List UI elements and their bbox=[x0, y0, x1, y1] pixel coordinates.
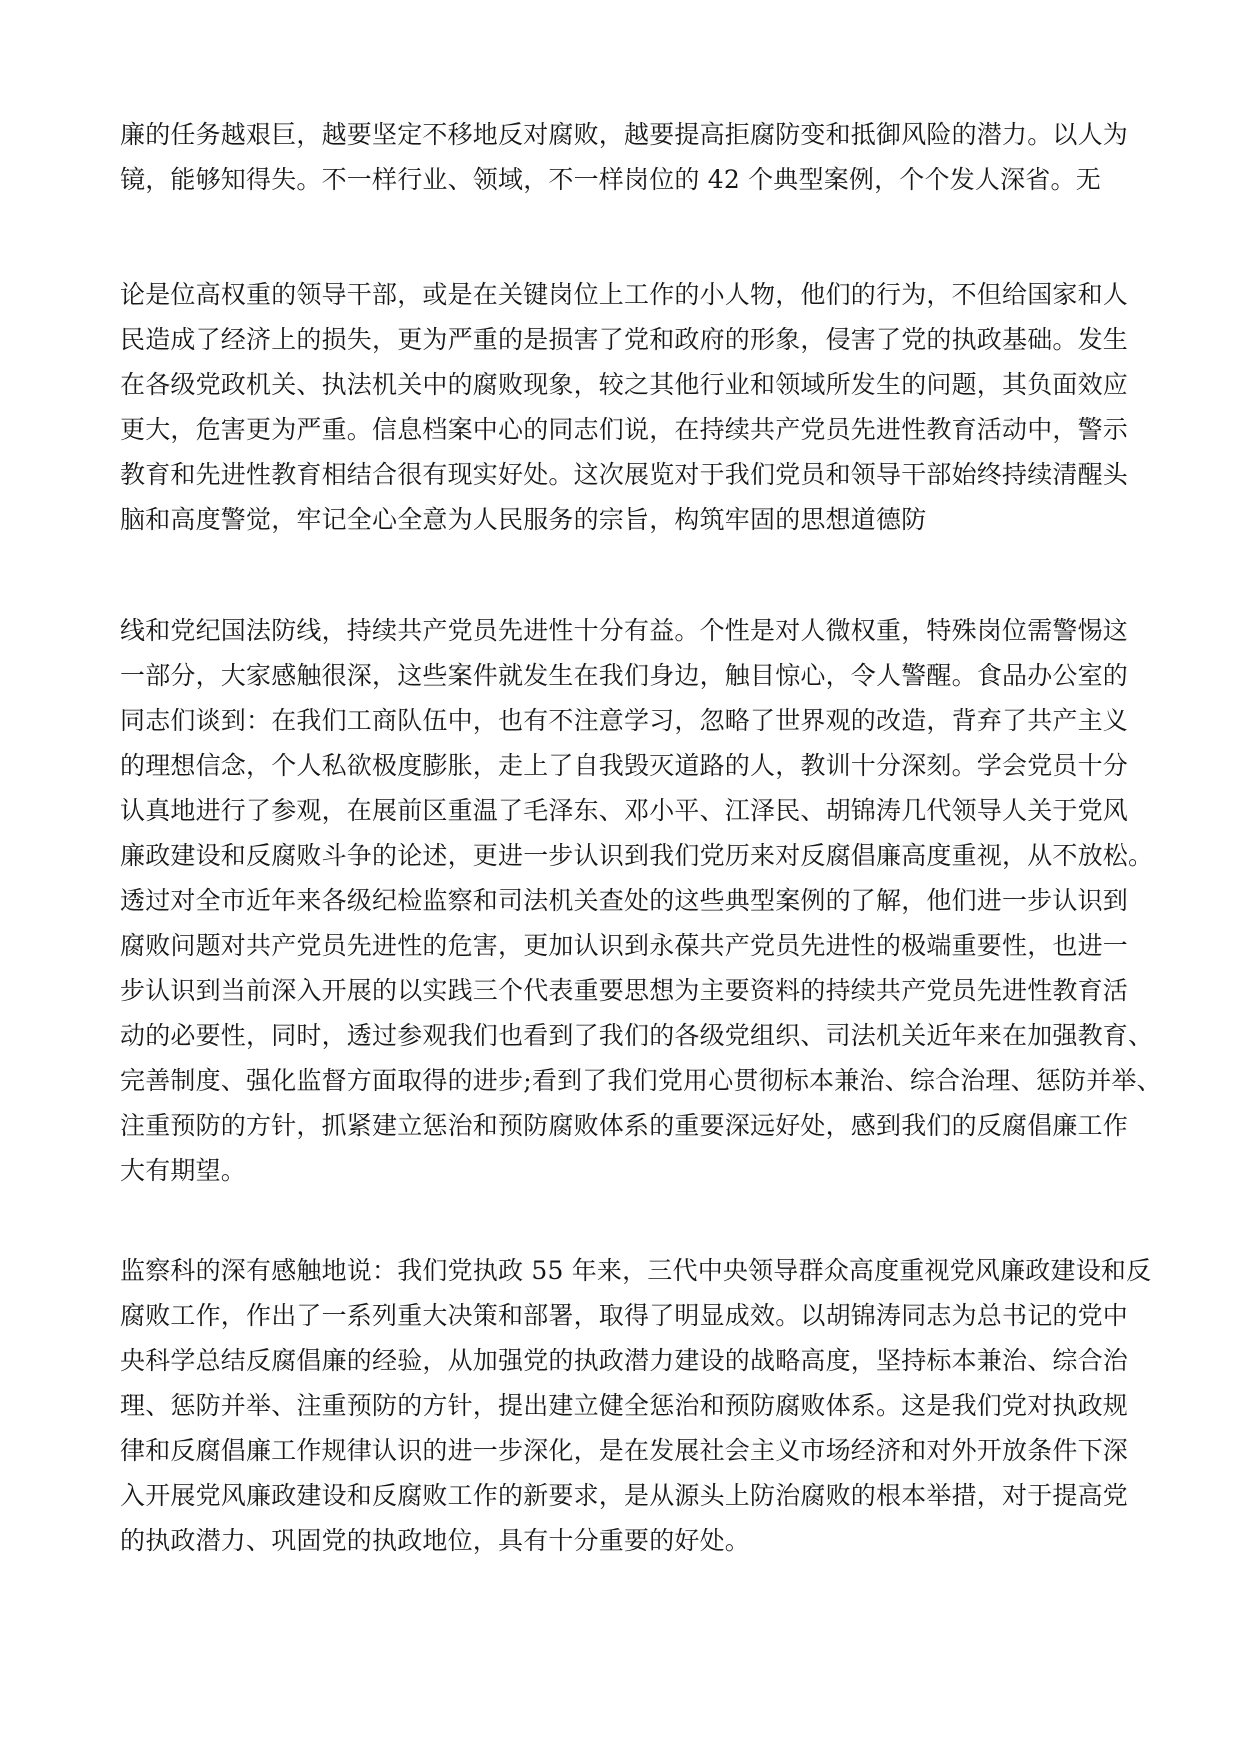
text-line: 同志们谈到：在我们工商队伍中，也有不注意学习，忽略了世界观的改造，背弃了共产主义 bbox=[120, 706, 1129, 735]
text-line: 镜，能够知得失。不一样行业、领域，不一样岗位的 42 个典型案例，个个发人深省。无 bbox=[120, 165, 1101, 194]
text-line: 的理想信念，个人私欲极度膨胀，走上了自我毁灭道路的人，教训十分深刻。学会党员十分 bbox=[120, 751, 1129, 780]
text-line: 更大，危害更为严重。信息档案中心的同志们说，在持续共产党员先进性教育活动中，警示 bbox=[120, 415, 1129, 444]
text-line: 线和党纪国法防线，持续共产党员先进性十分有益。个性是对人微权重，特殊岗位需警惕这 bbox=[120, 616, 1129, 645]
text-line: 廉的任务越艰巨，越要坚定不移地反对腐败，越要提高拒腐防变和抵御风险的潜力。以人为 bbox=[120, 120, 1129, 149]
text-line: 监察科的深有感触地说：我们党执政 55 年来，三代中央领导群众高度重视党风廉政建设和反 bbox=[120, 1256, 1152, 1285]
text-line: 央科学总结反腐倡廉的经验，从加强党的执政潜力建设的战略高度，坚持标本兼治、综合治 bbox=[120, 1346, 1129, 1375]
text-line: 步认识到当前深入开展的以实践三个代表重要思想为主要资料的持续共产党员先进性教育活 bbox=[120, 976, 1129, 1005]
text-line: 腐败工作，作出了一系列重大决策和部署，取得了明显成效。以胡锦涛同志为总书记的党中 bbox=[120, 1301, 1129, 1330]
text-line: 在各级党政机关、执法机关中的腐败现象，较之其他行业和领域所发生的问题，其负面效应 bbox=[120, 370, 1129, 399]
text-line: 大有期望。 bbox=[120, 1156, 247, 1185]
text-line: 认真地进行了参观，在展前区重温了毛泽东、邓小平、江泽民、胡锦涛几代领导人关于党风 bbox=[120, 796, 1129, 825]
text-line: 廉政建设和反腐败斗争的论述，更进一步认识到我们党历来对反腐倡廉高度重视，从不放松。 bbox=[120, 841, 1154, 870]
text-line: 动的必要性，同时，透过参观我们也看到了我们的各级党组织、司法机关近年来在加强教育、 bbox=[120, 1021, 1154, 1050]
text-line: 注重预防的方针，抓紧建立惩治和预防腐败体系的重要深远好处，感到我们的反腐倡廉工作 bbox=[120, 1111, 1129, 1140]
text-line: 入开展党风廉政建设和反腐败工作的新要求，是从源头上防治腐败的根本举措，对于提高党 bbox=[120, 1481, 1129, 1510]
text-line: 律和反腐倡廉工作规律认识的进一步深化，是在发展社会主义市场经济和对外开放条件下深 bbox=[120, 1436, 1129, 1465]
text-line: 的执政潜力、巩固党的执政地位，具有十分重要的好处。 bbox=[120, 1526, 751, 1555]
paragraph-block-1 bbox=[120, 112, 1129, 202]
paragraph-block-4 bbox=[120, 1248, 1152, 1563]
text-line: 完善制度、强化监督方面取得的进步;看到了我们党用心贯彻标本兼治、综合治理、惩防并举、 bbox=[120, 1066, 1162, 1095]
paragraph-block-3 bbox=[120, 608, 1162, 1193]
text-line: 腐败问题对共产党员先进性的危害，更加认识到永葆共产党员先进性的极端重要性，也进一 bbox=[120, 931, 1129, 960]
text-line: 透过对全市近年来各级纪检监察和司法机关查处的这些典型案例的了解，他们进一步认识到 bbox=[120, 886, 1129, 915]
text-line: 理、惩防并举、注重预防的方针，提出建立健全惩治和预防腐败体系。这是我们党对执政规 bbox=[120, 1391, 1129, 1420]
text-line: 教育和先进性教育相结合很有现实好处。这次展览对于我们党员和领导干部始终持续清醒头 bbox=[120, 460, 1129, 489]
paragraph-block-2 bbox=[120, 272, 1129, 542]
text-line: 脑和高度警觉，牢记全心全意为人民服务的宗旨，构筑牢固的思想道德防 bbox=[120, 505, 927, 534]
text-line: 民造成了经济上的损失，更为严重的是损害了党和政府的形象，侵害了党的执政基础。发生 bbox=[120, 325, 1129, 354]
text-line: 一部分，大家感触很深，这些案件就发生在我们身边，触目惊心，令人警醒。食品办公室的 bbox=[120, 661, 1129, 690]
text-line: 论是位高权重的领导干部，或是在关键岗位上工作的小人物，他们的行为，不但给国家和人 bbox=[120, 280, 1129, 309]
